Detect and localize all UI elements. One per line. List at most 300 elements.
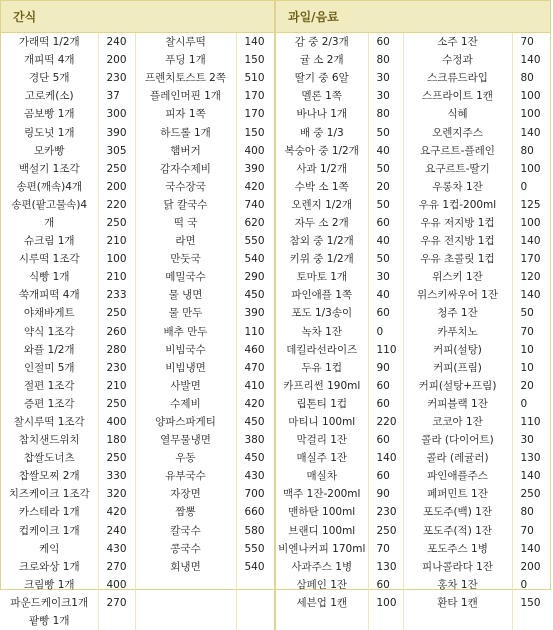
snack-calories-cell: 210	[98, 377, 135, 395]
meal-calories-cell: 550	[236, 540, 275, 558]
snack-name-cell: 링도넛 1개	[1, 123, 98, 141]
fruit-name-cell: 녹차 1잔	[275, 323, 368, 341]
drink-name-cell: 소주 1잔	[403, 33, 512, 52]
snack-name-cell: 경단 5개	[1, 69, 98, 87]
meal-calories-cell: 170	[236, 87, 275, 105]
snack-calories-cell: 250	[98, 160, 135, 178]
snack-calories-cell: 320	[98, 485, 135, 503]
fruit-name-cell: 토마토 1개	[275, 268, 368, 286]
fruit-calories-cell: 60	[368, 304, 403, 322]
snack-calories-cell: 280	[98, 341, 135, 359]
meal-name-cell: 피자 1쪽	[135, 105, 236, 123]
drink-name-cell: 우유 저지방 1컵	[403, 214, 512, 232]
drink-calories-cell: 100	[512, 214, 550, 232]
meal-calories-cell: 550	[236, 232, 275, 250]
drink-name-cell: 스크류드라입	[403, 69, 512, 87]
fruit-calories-cell	[368, 612, 403, 630]
table-row	[1, 232, 550, 250]
fruit-name-cell: 딸기 중 6알	[275, 69, 368, 87]
meal-calories-cell: 660	[236, 503, 275, 521]
fruit-calories-cell: 130	[368, 558, 403, 576]
fruit-calories-cell: 250	[368, 522, 403, 540]
fruit-calories-cell: 60	[368, 377, 403, 395]
snack-name-cell: 카스테라 1개	[1, 503, 98, 521]
table-row	[1, 594, 550, 612]
meal-name-cell: 물 냉면	[135, 286, 236, 304]
table-row	[1, 87, 550, 105]
fruit-drink-section-header: 과일/음료	[275, 1, 550, 33]
fruit-calories-cell: 90	[368, 485, 403, 503]
snack-name-cell: 가래떡 1/2개	[1, 33, 98, 52]
snack-calories-cell	[98, 612, 135, 630]
drink-calories-cell: 140	[512, 286, 550, 304]
drink-calories-cell: 80	[512, 503, 550, 521]
meal-calories-cell	[236, 612, 275, 630]
drink-calories-cell: 120	[512, 268, 550, 286]
fruit-name-cell: 바나나 1개	[275, 105, 368, 123]
table-row	[1, 33, 550, 52]
fruit-name-cell: 참외 중 1/2개	[275, 232, 368, 250]
fruit-calories-cell: 50	[368, 123, 403, 141]
drink-name-cell: 우유 전지방 1컵	[403, 232, 512, 250]
meal-name-cell: 만둣국	[135, 250, 236, 268]
fruit-calories-cell: 80	[368, 105, 403, 123]
meal-calories-cell: 290	[236, 268, 275, 286]
fruit-name-cell: 감 중 2/3개	[275, 33, 368, 52]
meal-calories-cell	[236, 594, 275, 612]
drink-name-cell: 요구르트-딸기	[403, 160, 512, 178]
meal-name-cell: 닭 칼국수	[135, 196, 236, 214]
fruit-name-cell: 매실주 1잔	[275, 449, 368, 467]
drink-name-cell: 코코아 1잔	[403, 413, 512, 431]
meal-name-cell: 플레인머핀 1개	[135, 87, 236, 105]
snack-calories-cell: 210	[98, 268, 135, 286]
snack-name-cell: 케익	[1, 540, 98, 558]
drink-calories-cell: 80	[512, 69, 550, 87]
drink-calories-cell: 0	[512, 395, 550, 413]
snack-calories-cell: 400	[98, 576, 135, 594]
table-row	[1, 540, 550, 558]
meal-calories-cell: 450	[236, 413, 275, 431]
fruit-calories-cell: 60	[368, 33, 403, 52]
snack-name-cell: 송편(팥고물속)4	[1, 196, 98, 214]
fruit-name-cell: 막걸리 1잔	[275, 431, 368, 449]
snack-calories-cell: 305	[98, 142, 135, 160]
snack-name-cell: 백설기 1조각	[1, 160, 98, 178]
snack-name-cell: 고로케(소)	[1, 87, 98, 105]
drink-calories-cell: 30	[512, 431, 550, 449]
drink-name-cell: 요구르트-플레인	[403, 142, 512, 160]
fruit-name-cell: 브랜디 100ml	[275, 522, 368, 540]
table-row	[1, 503, 550, 521]
table-row	[1, 522, 550, 540]
table-row	[1, 413, 550, 431]
meal-calories-cell: 580	[236, 522, 275, 540]
meal-name-cell: 떡 국	[135, 214, 236, 232]
table-row	[1, 304, 550, 322]
drink-name-cell: 피나콜라다 1잔	[403, 558, 512, 576]
snack-calories-cell: 260	[98, 323, 135, 341]
meal-calories-cell: 540	[236, 558, 275, 576]
drink-calories-cell: 250	[512, 485, 550, 503]
meal-calories-cell: 400	[236, 142, 275, 160]
fruit-name-cell: 귤 소 2개	[275, 51, 368, 69]
drink-calories-cell: 170	[512, 250, 550, 268]
drink-name-cell: 커피(설탕+프림)	[403, 377, 512, 395]
fruit-name-cell: 데킬라선라이즈	[275, 341, 368, 359]
drink-calories-cell: 100	[512, 87, 550, 105]
snack-calories-cell: 230	[98, 359, 135, 377]
drink-calories-cell: 140	[512, 51, 550, 69]
drink-name-cell: 파인애플주스	[403, 467, 512, 485]
drink-name-cell: 환타 1캔	[403, 594, 512, 612]
table-row	[1, 467, 550, 485]
meal-name-cell: 찰시루떡	[135, 33, 236, 52]
drink-calories-cell: 140	[512, 540, 550, 558]
meal-name-cell: 햄버거	[135, 142, 236, 160]
fruit-name-cell: 립톤티 1컵	[275, 395, 368, 413]
drink-calories-cell: 0	[512, 576, 550, 594]
drink-name-cell: 커피(프림)	[403, 359, 512, 377]
drink-name-cell: 우롱차 1잔	[403, 178, 512, 196]
snack-section-header: 간식	[1, 1, 275, 33]
snack-calories-cell: 420	[98, 503, 135, 521]
snack-name-cell: 시루떡 1조각	[1, 250, 98, 268]
drink-name-cell	[403, 612, 512, 630]
fruit-name-cell: 키위 중 1/2개	[275, 250, 368, 268]
table-row	[1, 286, 550, 304]
fruit-calories-cell: 0	[368, 323, 403, 341]
table-row	[1, 341, 550, 359]
meal-calories-cell: 390	[236, 304, 275, 322]
table-row	[1, 214, 550, 232]
drink-calories-cell: 10	[512, 359, 550, 377]
fruit-calories-cell: 40	[368, 142, 403, 160]
meal-calories-cell: 450	[236, 286, 275, 304]
fruit-name-cell: 포도 1/3송이	[275, 304, 368, 322]
snack-name-cell: 야채바게트	[1, 304, 98, 322]
table-row	[1, 123, 550, 141]
meal-calories-cell: 150	[236, 51, 275, 69]
fruit-calories-cell: 60	[368, 214, 403, 232]
meal-name-cell: 칼국수	[135, 522, 236, 540]
snack-name-cell: 크로와상 1개	[1, 558, 98, 576]
meal-calories-cell	[236, 576, 275, 594]
drink-name-cell: 위스키 1잔	[403, 268, 512, 286]
snack-calories-cell: 200	[98, 51, 135, 69]
snack-calories-cell: 210	[98, 232, 135, 250]
meal-calories-cell: 430	[236, 467, 275, 485]
snack-name-cell: 개	[1, 214, 98, 232]
snack-calories-cell: 200	[98, 178, 135, 196]
meal-name-cell: 자장면	[135, 485, 236, 503]
drink-calories-cell: 150	[512, 594, 550, 612]
meal-calories-cell: 420	[236, 395, 275, 413]
snack-calories-cell: 390	[98, 123, 135, 141]
drink-calories-cell: 50	[512, 304, 550, 322]
meal-name-cell: 회냉면	[135, 558, 236, 576]
fruit-name-cell: 자두 소 2개	[275, 214, 368, 232]
table-row	[1, 178, 550, 196]
meal-name-cell: 비빔국수	[135, 341, 236, 359]
fruit-calories-cell: 230	[368, 503, 403, 521]
drink-name-cell: 콜라 (레귤러)	[403, 449, 512, 467]
snack-name-cell: 증편 1조각	[1, 395, 98, 413]
meal-name-cell: 물 만두	[135, 304, 236, 322]
table-row	[1, 268, 550, 286]
fruit-name-cell: 수박 소 1쪽	[275, 178, 368, 196]
fruit-calories-cell: 40	[368, 286, 403, 304]
calorie-table	[1, 1, 550, 630]
meal-name-cell: 비빔냉면	[135, 359, 236, 377]
meal-name-cell: 사발면	[135, 377, 236, 395]
fruit-name-cell: 사과주스 1병	[275, 558, 368, 576]
snack-calories-cell: 430	[98, 540, 135, 558]
fruit-name-cell: 멜론 1쪽	[275, 87, 368, 105]
snack-calories-cell: 250	[98, 214, 135, 232]
snack-name-cell: 찹쌀도너츠	[1, 449, 98, 467]
snack-calories-cell: 37	[98, 87, 135, 105]
drink-calories-cell: 130	[512, 449, 550, 467]
meal-name-cell: 열무물냉면	[135, 431, 236, 449]
snack-name-cell: 인절미 5개	[1, 359, 98, 377]
fruit-name-cell: 삼페인 1잔	[275, 576, 368, 594]
meal-calories-cell: 540	[236, 250, 275, 268]
table-row	[1, 323, 550, 341]
snack-name-cell: 와플 1/2개	[1, 341, 98, 359]
fruit-calories-cell: 20	[368, 178, 403, 196]
fruit-name-cell: 매실차	[275, 467, 368, 485]
fruit-calories-cell: 30	[368, 69, 403, 87]
drink-name-cell: 스프라이트 1캔	[403, 87, 512, 105]
snack-calories-cell: 330	[98, 467, 135, 485]
snack-name-cell: 찹쌀모찌 2개	[1, 467, 98, 485]
meal-name-cell: 양파스파게티	[135, 413, 236, 431]
drink-name-cell: 포도주스 1병	[403, 540, 512, 558]
drink-calories-cell: 20	[512, 377, 550, 395]
meal-calories-cell: 740	[236, 196, 275, 214]
snack-name-cell: 식빵 1개	[1, 268, 98, 286]
fruit-name-cell: 세븐업 1캔	[275, 594, 368, 612]
meal-name-cell: 라면	[135, 232, 236, 250]
snack-calories-cell: 250	[98, 449, 135, 467]
meal-name-cell	[135, 576, 236, 594]
snack-name-cell: 슈크림 1개	[1, 232, 98, 250]
meal-calories-cell: 700	[236, 485, 275, 503]
snack-name-cell: 곰보빵 1개	[1, 105, 98, 123]
meal-name-cell: 배추 만두	[135, 323, 236, 341]
drink-name-cell: 커피(설탕)	[403, 341, 512, 359]
meal-calories-cell: 390	[236, 160, 275, 178]
snack-name-cell: 참치샌드위치	[1, 431, 98, 449]
fruit-calories-cell: 60	[368, 576, 403, 594]
fruit-name-cell: 파인애플 1쪽	[275, 286, 368, 304]
snack-name-cell: 컵케이크 1개	[1, 522, 98, 540]
table-row	[1, 160, 550, 178]
drink-name-cell: 식혜	[403, 105, 512, 123]
fruit-calories-cell: 60	[368, 395, 403, 413]
meal-calories-cell: 450	[236, 449, 275, 467]
meal-name-cell: 국수장국	[135, 178, 236, 196]
drink-calories-cell: 140	[512, 232, 550, 250]
meal-name-cell: 하드롤 1개	[135, 123, 236, 141]
drink-name-cell: 포도주(백) 1잔	[403, 503, 512, 521]
meal-calories-cell: 510	[236, 69, 275, 87]
fruit-calories-cell: 30	[368, 87, 403, 105]
meal-name-cell	[135, 594, 236, 612]
fruit-name-cell: 비엔나커피 170ml	[275, 540, 368, 558]
snack-name-cell: 약식 1조각	[1, 323, 98, 341]
meal-calories-cell: 410	[236, 377, 275, 395]
table-row	[1, 142, 550, 160]
snack-name-cell: 팥빵 1개	[1, 612, 98, 630]
fruit-name-cell	[275, 612, 368, 630]
fruit-name-cell: 오렌지 1/2개	[275, 196, 368, 214]
snack-calories-cell: 250	[98, 395, 135, 413]
meal-name-cell: 메밀국수	[135, 268, 236, 286]
drink-name-cell: 포도주(적) 1잔	[403, 522, 512, 540]
table-row	[1, 69, 550, 87]
fruit-calories-cell: 100	[368, 594, 403, 612]
drink-name-cell: 우유 초콜릿 1컵	[403, 250, 512, 268]
snack-calories-cell: 270	[98, 558, 135, 576]
snack-name-cell: 모카빵	[1, 142, 98, 160]
drink-calories-cell: 80	[512, 142, 550, 160]
meal-calories-cell: 470	[236, 359, 275, 377]
meal-name-cell: 짬뽕	[135, 503, 236, 521]
drink-name-cell: 카푸치노	[403, 323, 512, 341]
header-row	[1, 1, 550, 33]
fruit-calories-cell: 60	[368, 467, 403, 485]
snack-name-cell: 쑥개피떡 4개	[1, 286, 98, 304]
fruit-name-cell: 맨하탄 100ml	[275, 503, 368, 521]
fruit-calories-cell: 50	[368, 160, 403, 178]
fruit-name-cell: 배 중 1/3	[275, 123, 368, 141]
meal-name-cell: 수제비	[135, 395, 236, 413]
fruit-calories-cell: 40	[368, 232, 403, 250]
fruit-name-cell: 두유 1컵	[275, 359, 368, 377]
fruit-calories-cell: 50	[368, 196, 403, 214]
drink-name-cell: 오렌지주스	[403, 123, 512, 141]
drink-name-cell: 콜라 (다이어트)	[403, 431, 512, 449]
fruit-calories-cell: 110	[368, 341, 403, 359]
drink-name-cell: 홍차 1잔	[403, 576, 512, 594]
table-row	[1, 105, 550, 123]
snack-calories-cell: 180	[98, 431, 135, 449]
meal-name-cell: 감자수제비	[135, 160, 236, 178]
meal-name-cell: 프렌치토스트 2쪽	[135, 69, 236, 87]
drink-calories-cell: 200	[512, 558, 550, 576]
drink-name-cell: 청주 1잔	[403, 304, 512, 322]
meal-calories-cell: 380	[236, 431, 275, 449]
meal-calories-cell: 170	[236, 105, 275, 123]
fruit-calories-cell: 220	[368, 413, 403, 431]
drink-calories-cell: 70	[512, 522, 550, 540]
meal-calories-cell: 150	[236, 123, 275, 141]
snack-name-cell: 송편(깨속)4개	[1, 178, 98, 196]
snack-calories-cell: 270	[98, 594, 135, 612]
snack-name-cell: 크림빵 1개	[1, 576, 98, 594]
drink-calories-cell: 100	[512, 160, 550, 178]
snack-calories-cell: 220	[98, 196, 135, 214]
meal-calories-cell: 420	[236, 178, 275, 196]
fruit-name-cell: 마티니 100ml	[275, 413, 368, 431]
drink-calories-cell: 100	[512, 105, 550, 123]
snack-name-cell: 찰시루떡 1조각	[1, 413, 98, 431]
snack-calories-cell: 230	[98, 69, 135, 87]
table-row	[1, 196, 550, 214]
table-row	[1, 558, 550, 576]
meal-name-cell: 푸딩 1개	[135, 51, 236, 69]
drink-name-cell: 위스키싸우어 1잔	[403, 286, 512, 304]
fruit-calories-cell: 70	[368, 540, 403, 558]
fruit-name-cell: 카프리썬 190ml	[275, 377, 368, 395]
fruit-calories-cell: 30	[368, 268, 403, 286]
snack-name-cell: 절편 1조각	[1, 377, 98, 395]
table-row	[1, 250, 550, 268]
snack-calories-cell: 250	[98, 304, 135, 322]
meal-name-cell: 유부국수	[135, 467, 236, 485]
fruit-name-cell: 사과 1/2개	[275, 160, 368, 178]
snack-calories-cell: 240	[98, 33, 135, 52]
fruit-calories-cell: 50	[368, 250, 403, 268]
calorie-table-body	[1, 33, 550, 630]
drink-calories-cell: 140	[512, 467, 550, 485]
meal-calories-cell: 110	[236, 323, 275, 341]
snack-calories-cell: 400	[98, 413, 135, 431]
table-row	[1, 576, 550, 594]
table-row	[1, 377, 550, 395]
drink-calories-cell	[512, 612, 550, 630]
meal-calories-cell: 460	[236, 341, 275, 359]
snack-calories-cell: 233	[98, 286, 135, 304]
drink-calories-cell: 10	[512, 341, 550, 359]
meal-name-cell	[135, 612, 236, 630]
drink-calories-cell: 70	[512, 33, 550, 52]
fruit-calories-cell: 60	[368, 431, 403, 449]
drink-calories-cell: 140	[512, 123, 550, 141]
snack-calories-cell: 300	[98, 105, 135, 123]
meal-calories-cell: 620	[236, 214, 275, 232]
drink-calories-cell: 70	[512, 323, 550, 341]
snack-calories-cell: 240	[98, 522, 135, 540]
table-row	[1, 449, 550, 467]
meal-name-cell: 콩국수	[135, 540, 236, 558]
drink-calories-cell: 110	[512, 413, 550, 431]
snack-calories-cell: 100	[98, 250, 135, 268]
snack-name-cell: 개피떡 4개	[1, 51, 98, 69]
snack-name-cell: 파운드케이크1개	[1, 594, 98, 612]
fruit-calories-cell: 140	[368, 449, 403, 467]
drink-calories-cell: 125	[512, 196, 550, 214]
fruit-name-cell: 맥주 1잔-200ml	[275, 485, 368, 503]
snack-name-cell: 치즈케이크 1조각	[1, 485, 98, 503]
table-row	[1, 612, 550, 630]
drink-name-cell: 우유 1컵-200ml	[403, 196, 512, 214]
fruit-calories-cell: 80	[368, 51, 403, 69]
drink-name-cell: 페퍼민트 1잔	[403, 485, 512, 503]
table-row	[1, 485, 550, 503]
meal-name-cell: 우동	[135, 449, 236, 467]
drink-calories-cell: 0	[512, 178, 550, 196]
table-row	[1, 395, 550, 413]
fruit-name-cell: 복숭아 중 1/2개	[275, 142, 368, 160]
table-row	[1, 359, 550, 377]
table-row	[1, 51, 550, 69]
drink-name-cell: 수정과	[403, 51, 512, 69]
fruit-calories-cell: 90	[368, 359, 403, 377]
meal-calories-cell: 140	[236, 33, 275, 52]
